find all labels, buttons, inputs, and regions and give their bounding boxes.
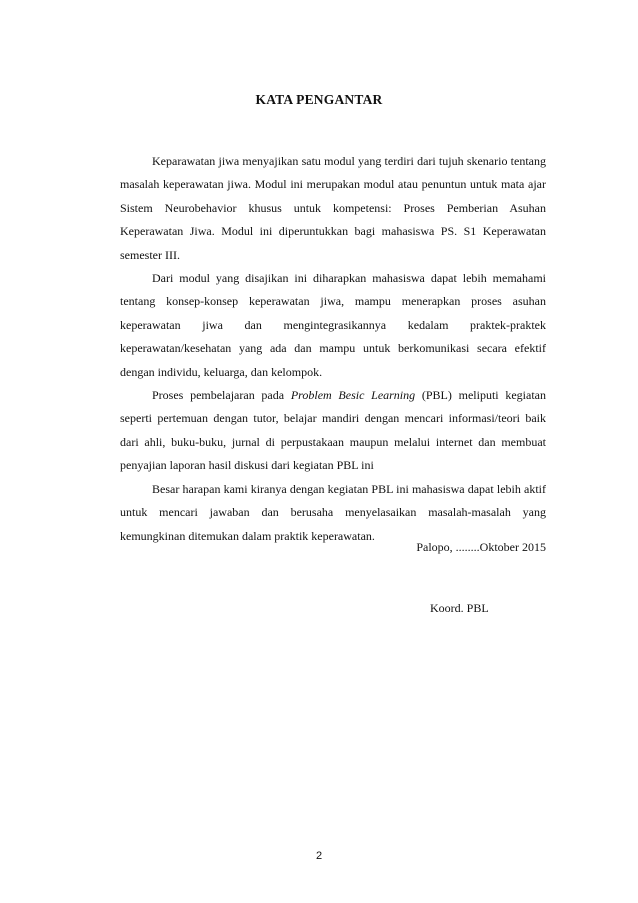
page-title: KATA PENGANTAR <box>255 92 383 107</box>
signer-title: Koord. PBL <box>430 601 489 615</box>
emphasized-term: Problem Besic Learning <box>290 388 416 403</box>
paragraph-text: Keparawatan jiwa menyajikan satu modul yang terdiri dari tujuh skenario tentang masalah keperawatan jiwa. Modul ini merupakan modul atau penuntun untuk mata ajar Sistem Neurobehavior khusus untuk kompetensi: Proses Pemberian Asuhan Keperawatan Jiwa. Modul ini diperuntukkan bagi mahasiswa PS. S1 Keperawatan semester III. <box>120 154 546 262</box>
place-date: Palopo, ........Oktober 2015 <box>416 540 546 554</box>
paragraph-4 <box>120 478 546 548</box>
page-number: 2 <box>315 850 323 862</box>
paragraph-1 <box>120 150 546 267</box>
paragraph-3 <box>120 384 546 478</box>
paragraph-text: Proses pembelajaran pada <box>152 388 291 403</box>
body-text <box>120 150 546 548</box>
paragraph-2 <box>120 267 546 384</box>
paragraph-text: Dari modul yang disajikan ini diharapkan mahasiswa dapat lebih memahami tentang konsep-konsep keperawatan jiwa, mampu menerapkan proses asuhan keperawatan jiwa dan mengintegrasikannya kedalam praktek-praktek keperawatan/kesehatan yang ada dan mampu untuk berkomunikasi secara efektif dengan individu, keluarga, dan kelompok. <box>120 271 546 379</box>
paragraph-text: (PBL) meliputi kegiatan seperti pertemuan dengan tutor, belajar mandiri dengan mencari informasi/teori baik dari ahli, buku-buku, jurnal di perpustakaan maupun melalui internet dan membuat penyajian laporan hasil diskusi dari kegiatan PBL ini <box>120 388 546 473</box>
paragraph-text: Besar harapan kami kiranya dengan kegiatan PBL ini mahasiswa dapat lebih aktif untuk mencari jawaban dan berusaha menyelasaikan masalah-masalah yang kemungkinan ditemukan dalam praktik keperawatan. <box>120 481 546 543</box>
